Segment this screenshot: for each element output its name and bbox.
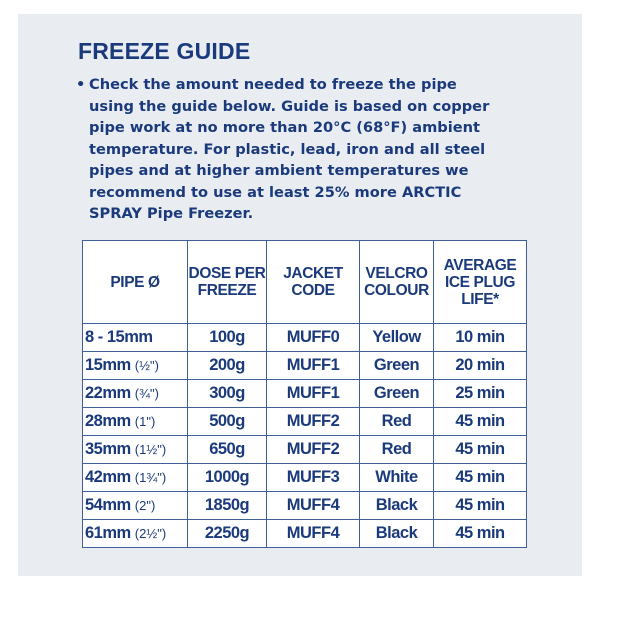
dose-cell: 300g: [188, 380, 267, 408]
velcro-colour-cell: Black: [360, 520, 434, 548]
table-row: [83, 324, 527, 352]
pipe-inch: (1½"): [134, 442, 167, 457]
pipe-mm: 61mm: [85, 524, 131, 542]
table-header-row: [83, 241, 527, 324]
jacket-code-cell: MUFF1: [267, 352, 360, 380]
ice-plug-life-cell: 25 min: [434, 380, 527, 408]
pipe-inch: (2"): [134, 498, 156, 513]
velcro-colour-cell: Green: [360, 380, 434, 408]
instructions-bullet: [76, 74, 516, 225]
pipe-mm: 15mm: [85, 356, 131, 374]
velcro-colour-cell: White: [360, 464, 434, 492]
header-dose-per-freeze: DOSE PER FREEZE: [188, 241, 267, 324]
header-velcro-colour: VELCRO COLOUR: [360, 241, 434, 324]
dose-cell: 500g: [188, 408, 267, 436]
jacket-code-cell: MUFF4: [267, 492, 360, 520]
bullet-line: temperature. For plastic, lead, iron and all steel: [89, 140, 486, 158]
pipe-mm: 42mm: [85, 468, 131, 486]
pipe-mm: 54mm: [85, 496, 131, 514]
dose-cell: 200g: [188, 352, 267, 380]
pipe-size-cell: [83, 352, 188, 380]
jacket-code-cell: MUFF0: [267, 324, 360, 352]
pipe-size-cell: [83, 464, 188, 492]
bullet-line: pipe work at no more than 20°C (68°F) ambient: [89, 119, 481, 136]
pipe-mm: 35mm: [85, 440, 131, 458]
ice-plug-life-cell: 45 min: [434, 492, 527, 520]
velcro-colour-cell: Red: [360, 436, 434, 464]
velcro-colour-cell: Black: [360, 492, 434, 520]
table-row: [83, 436, 527, 464]
freeze-guide-table: [82, 240, 527, 548]
header-ice-plug-life: AVERAGE ICE PLUG LIFE*: [434, 241, 527, 324]
pipe-size-cell: [83, 492, 188, 520]
pipe-size-cell: [83, 324, 188, 352]
dose-cell: 650g: [188, 436, 267, 464]
jacket-code-cell: MUFF1: [267, 380, 360, 408]
jacket-code-cell: MUFF2: [267, 408, 360, 436]
ice-plug-life-cell: 45 min: [434, 520, 527, 548]
header-jacket-code: JACKET CODE: [267, 241, 360, 324]
jacket-code-cell: MUFF4: [267, 520, 360, 548]
pipe-inch: (2½"): [134, 526, 167, 541]
ice-plug-life-cell: 45 min: [434, 408, 527, 436]
velcro-colour-cell: Green: [360, 352, 434, 380]
jacket-code-cell: MUFF3: [267, 464, 360, 492]
bullet-line: pipes and at higher ambient temperatures we: [89, 162, 469, 179]
dose-cell: 1850g: [188, 492, 267, 520]
pipe-inch: (1¾"): [134, 470, 167, 485]
velcro-colour-cell: Yellow: [360, 324, 434, 352]
pipe-inch: (1"): [134, 414, 156, 429]
table-row: [83, 380, 527, 408]
pipe-size-cell: [83, 380, 188, 408]
pipe-mm: 8 - 15mm: [85, 328, 153, 346]
table-row: [83, 352, 527, 380]
pipe-inch: (½"): [134, 358, 159, 373]
table-row: [83, 492, 527, 520]
bullet-line: SPRAY Pipe Freezer.: [89, 205, 254, 222]
pipe-size-cell: [83, 436, 188, 464]
ice-plug-life-cell: 45 min: [434, 436, 527, 464]
ice-plug-life-cell: 10 min: [434, 324, 527, 352]
table-row: [83, 464, 527, 492]
ice-plug-life-cell: 45 min: [434, 464, 527, 492]
bullet-symbol: •: [76, 76, 86, 93]
page-title: FREEZE GUIDE: [78, 38, 251, 64]
table-row: [83, 408, 527, 436]
bullet-line: Check the amount needed to freeze the pipe: [89, 76, 457, 93]
pipe-size-cell: [83, 408, 188, 436]
velcro-colour-cell: Red: [360, 408, 434, 436]
pipe-mm: 22mm: [85, 384, 131, 402]
table-row: [83, 520, 527, 548]
bullet-line: using the guide below. Guide is based on copper: [89, 97, 490, 115]
pipe-size-cell: [83, 520, 188, 548]
dose-cell: 1000g: [188, 464, 267, 492]
dose-cell: 2250g: [188, 520, 267, 548]
bullet-line: recommend to use at least 25% more ARCTIC: [89, 183, 462, 201]
jacket-code-cell: MUFF2: [267, 436, 360, 464]
header-pipe-diameter: PIPE Ø: [83, 241, 188, 324]
ice-plug-life-cell: 20 min: [434, 352, 527, 380]
dose-cell: 100g: [188, 324, 267, 352]
pipe-mm: 28mm: [85, 412, 131, 430]
pipe-inch: (¾"): [134, 386, 159, 401]
